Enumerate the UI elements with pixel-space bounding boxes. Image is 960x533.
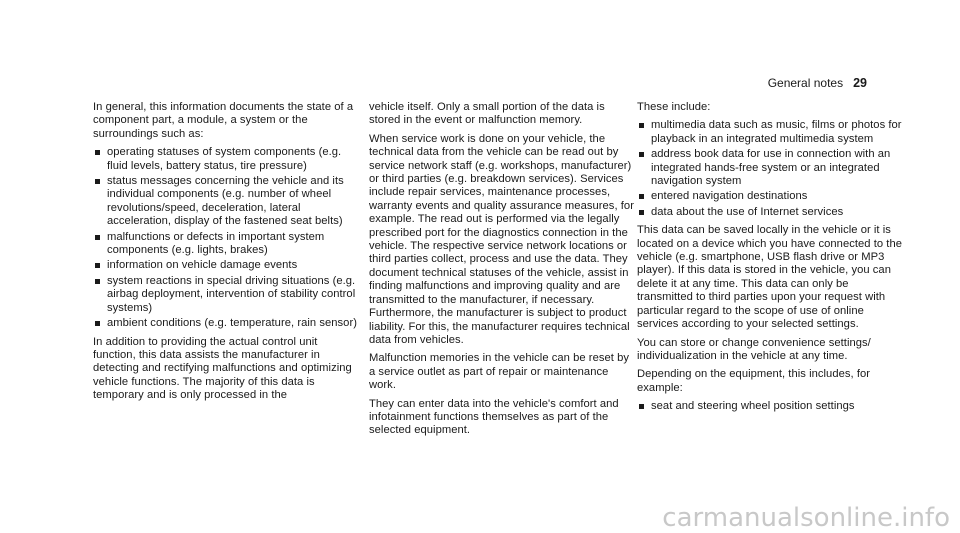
text-column-1 (93, 101, 361, 408)
watermark: carmanualsonline.info (662, 503, 950, 533)
list-item: multimedia data such as music, films or photos for playback in an integrated multimedia system (637, 119, 905, 146)
text-column-2 (369, 101, 637, 443)
list-item: entered navigation destinations (637, 190, 905, 203)
paragraph: In general, this information documents the state of a component part, a module, a system or the surroundings such as: (93, 101, 354, 140)
section-title: General notes (767, 76, 844, 90)
paragraph: When service work is done on your vehicle, the technical data from the vehicle can be read out by service network staff (e.g. workshops, manufacturer) or third parties (e.g. breakdown services). Services include repair services, maintenance processes, warranty events and quality assurance measures, for example. The read out is performed via the legally prescribed port for the diagnostics connection in the vehicle. The respective service network locations or third parties collect, process and use the data. They document technical statuses of the vehicle, assist in finding malfunctions and improving quality and are transmitted to the manufacturer, if necessary. Furthermore, the manufacturer is subject to product liability. For this, the manufacturer requires technical data from vehicles. (369, 132, 634, 346)
list-item: operating statuses of system components (e.g. fluid levels, battery status, tire pressure) (93, 146, 361, 173)
list-item: data about the use of Internet services (637, 206, 905, 219)
paragraph: vehicle itself. Only a small portion of the data is stored in the event or malfunction memory. (369, 101, 605, 127)
bullet-list (93, 146, 361, 330)
list-item: malfunctions or defects in important system components (e.g. lights, brakes) (93, 231, 361, 258)
paragraph: You can store or change convenience settings/ individualization in the vehicle at any time. (637, 336, 871, 362)
paragraph: This data can be saved locally in the vehicle or it is located on a device which you have connected to the vehicle (e.g. smartphone, USB flash drive or MP3 player). If this data is stored in the vehicle, you can delete it at any time. This data can only be transmitted to third parties upon your request with particular regard to the scope of use of online services according to your selected settings. (637, 224, 903, 331)
list-item: address book data for use in connection with an integrated hands-free system or an integrated navigation system (637, 148, 905, 188)
text-column-3 (637, 101, 905, 419)
list-item: information on vehicle damage events (93, 259, 361, 272)
paragraph: In addition to providing the actual control unit function, this data assists the manufacturer in detecting and rectifying malfunctions and optimizing vehicle functions. The majority of this data is temporary and is only processed in the (93, 335, 352, 402)
paragraph: These include: (637, 101, 711, 113)
list-item: status messages concerning the vehicle and its individual components (e.g. number of wheel revolutions/speed, deceleration, lateral acceleration, display of the fastened seat belts) (93, 175, 361, 229)
paragraph: Depending on the equipment, this includes, for example: (637, 368, 871, 394)
bullet-list (637, 119, 905, 219)
paragraph: They can enter data into the vehicle's comfort and infotainment functions themselves as part of the selected equipment. (369, 397, 619, 437)
page-header (768, 76, 867, 90)
paragraph: Malfunction memories in the vehicle can be reset by a service outlet as part of repair or maintenance work. (369, 352, 629, 392)
list-item: system reactions in special driving situations (e.g. airbag deployment, intervention of stability control systems) (93, 275, 361, 315)
list-item: seat and steering wheel position settings (637, 400, 905, 413)
bullet-list (637, 400, 905, 413)
page-number: 29 (853, 76, 867, 90)
list-item: ambient conditions (e.g. temperature, rain sensor) (93, 317, 361, 330)
